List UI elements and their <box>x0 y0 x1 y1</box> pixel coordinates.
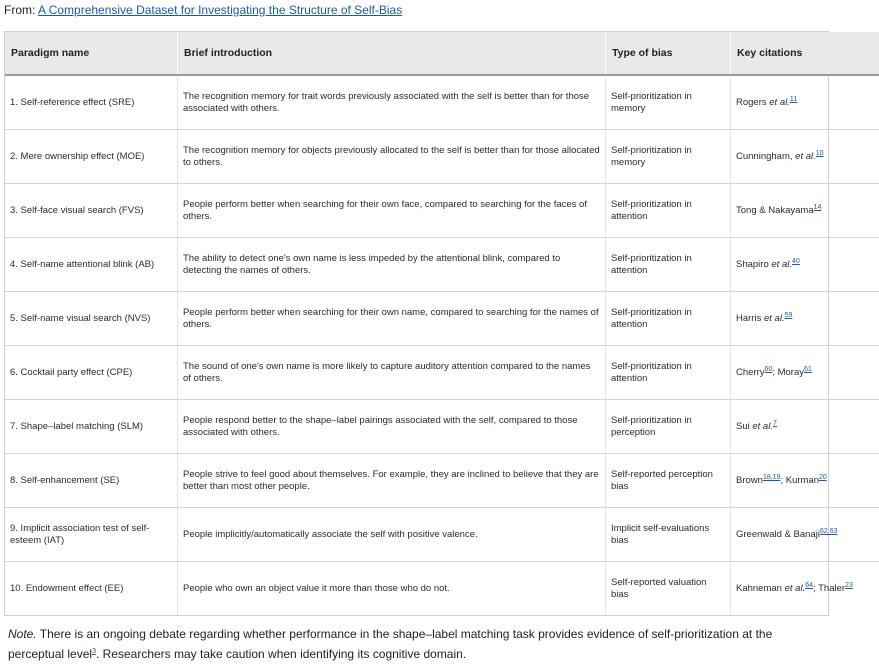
paradigm-name-cell: 8. Self-enhancement (SE) <box>5 454 178 508</box>
note-text-2: . Researchers may take caution when identifying its cognitive domain. <box>95 647 467 661</box>
citation-ref-wrapper <box>816 150 824 157</box>
citation-cell <box>731 508 879 562</box>
citation-ref-wrapper <box>790 96 797 103</box>
citation-cell <box>731 75 879 130</box>
header-key-citations: Key citations <box>731 32 879 75</box>
citation-reference-link[interactable]: 64 <box>805 581 813 589</box>
note-reference-link[interactable]: 3 <box>92 648 96 655</box>
citation-ref-wrapper <box>792 258 800 265</box>
citation-reference-link[interactable]: 20 <box>819 473 827 481</box>
header-paradigm-name: Paradigm name <box>5 32 178 75</box>
table-header-row <box>5 32 879 75</box>
bias-type-cell: Self-prioritization in attention <box>606 292 731 346</box>
citation-ref-wrapper <box>785 312 793 319</box>
citation-reference-link[interactable]: 59 <box>784 311 793 319</box>
citation-reference-link[interactable]: 40 <box>792 257 800 265</box>
citation-author-text: et al. <box>771 258 792 270</box>
citation-cell <box>731 292 879 346</box>
citation-reference-link[interactable]: 62,63 <box>819 527 838 535</box>
bias-type-cell: Self-prioritization in attention <box>606 184 731 238</box>
source-article-link[interactable]: A Comprehensive Dataset for Investigating the Structure of Self-Bias <box>38 3 403 17</box>
citation-reference-link[interactable]: 10 <box>815 149 824 157</box>
citation-cell <box>731 130 879 184</box>
introduction-cell: People who own an object value it more than those who do not. <box>178 562 606 616</box>
citation-author-text: et al. <box>784 582 806 594</box>
citation-author-text: Cunningham, <box>736 150 796 162</box>
bias-type-cell: Self-prioritization in attention <box>606 238 731 292</box>
citation-author-text: Tong & Nakayama <box>736 204 814 216</box>
paradigm-name-cell: 10. Endowment effect (EE) <box>5 562 178 616</box>
citation-ref-wrapper <box>763 474 781 481</box>
header-brief-introduction: Brief introduction <box>178 32 606 75</box>
citation-ref-wrapper <box>819 474 827 481</box>
citation-author-text: et al. <box>769 96 790 108</box>
paradigm-name-cell: 2. Mere ownership effect (MOE) <box>5 130 178 184</box>
introduction-cell: People strive to feel good about themselves. For example, they are inclined to believe that they are better than most other people. <box>178 454 606 508</box>
citation-ref-wrapper <box>773 420 777 427</box>
citation-cell <box>731 562 879 616</box>
table-row <box>5 292 879 346</box>
paradigm-name-cell: 1. Self-reference effect (SRE) <box>5 75 178 130</box>
introduction-cell: People perform better when searching for their own name, compared to searching for the names of others. <box>178 292 606 346</box>
citation-ref-wrapper <box>805 582 813 589</box>
source-prefix: From: <box>4 3 39 17</box>
citation-cell <box>731 184 879 238</box>
paradigm-name-cell: 4. Self-name attentional blink (AB) <box>5 238 178 292</box>
paradigm-name-cell: 6. Cocktail party effect (CPE) <box>5 346 178 400</box>
citation-cell <box>731 346 879 400</box>
table-row <box>5 238 879 292</box>
citation-author-text: ; Kurman <box>780 474 820 486</box>
citation-reference-link[interactable]: 60 <box>764 365 773 373</box>
header-type-of-bias: Type of bias <box>606 32 731 75</box>
paradigm-table <box>4 31 853 616</box>
bias-type-cell: Self-reported perception bias <box>606 454 731 508</box>
paradigm-name-cell: 9. Implicit association test of self-esteem (IAT) <box>5 508 178 562</box>
citation-author-text: et al. <box>752 420 773 432</box>
citation-author-text: ; Thaler <box>813 582 846 594</box>
introduction-cell: People perform better when searching for their own face, compared to searching for the faces of others. <box>178 184 606 238</box>
citation-author-text: Greenwald & Banaji <box>736 528 820 540</box>
citation-reference-link[interactable]: 61 <box>804 365 812 373</box>
note-text-1: There is an ongoing debate regarding whether performance in the shape–label matching task provides evidence of self-prioritization at the perceptual level <box>8 627 773 661</box>
introduction-cell: People respond better to the shape–label pairings associated with the self, compared to those associated with others. <box>178 400 606 454</box>
paradigm-name-cell: 3. Self-face visual search (FVS) <box>5 184 178 238</box>
table-row <box>5 184 879 238</box>
citation-reference-link[interactable]: 11 <box>789 95 798 103</box>
source-line <box>4 3 402 17</box>
citation-cell <box>731 238 879 292</box>
introduction-cell: People implicitly/automatically associate the self with positive valence. <box>178 508 606 562</box>
table-row <box>5 508 879 562</box>
bias-type-cell: Self-prioritization in attention <box>606 346 731 400</box>
table-row <box>5 454 879 508</box>
citation-ref-wrapper <box>845 582 853 589</box>
paradigm-name-cell: 7. Shape–label matching (SLM) <box>5 400 178 454</box>
citation-author-text: Shapiro <box>736 258 772 270</box>
table-row <box>5 562 879 616</box>
citation-author-text: ; Moray <box>772 366 804 378</box>
table-row <box>5 75 879 130</box>
table-row <box>5 400 879 454</box>
introduction-cell: The recognition memory for objects previously allocated to the self is better than for those allocated to others. <box>178 130 606 184</box>
citation-author-text: et al. <box>795 150 816 162</box>
bias-type-cell: Self-prioritization in perception <box>606 400 731 454</box>
citation-ref-wrapper <box>814 204 822 211</box>
note-label: Note. <box>8 627 37 641</box>
bias-type-cell: Implicit self-evaluations bias <box>606 508 731 562</box>
citation-author-text: Sui <box>736 420 753 432</box>
introduction-cell: The sound of one's own name is more likely to capture auditory attention compared to the names of others. <box>178 346 606 400</box>
citation-reference-link[interactable]: 18,19 <box>762 473 781 481</box>
table-row <box>5 130 879 184</box>
table-body <box>5 75 879 615</box>
citation-author-text: Brown <box>736 474 763 486</box>
citation-cell <box>731 400 879 454</box>
citation-reference-link[interactable]: 14 <box>813 203 822 211</box>
citation-author-text: et al. <box>763 312 785 324</box>
bias-type-cell: Self-prioritization in memory <box>606 75 731 130</box>
citation-ref-wrapper <box>804 366 812 373</box>
bias-type-cell: Self-reported valuation bias <box>606 562 731 616</box>
table-note <box>8 624 823 664</box>
citation-reference-link[interactable]: 7 <box>772 419 777 427</box>
citation-cell <box>731 454 879 508</box>
citation-author-text: Harris <box>736 312 764 324</box>
table-row <box>5 346 879 400</box>
citation-author-text: Rogers <box>736 96 770 108</box>
citation-reference-link[interactable]: 23 <box>845 581 853 589</box>
paradigm-name-cell: 5. Self-name visual search (NVS) <box>5 292 178 346</box>
citation-ref-wrapper <box>820 528 838 535</box>
bias-type-cell: Self-prioritization in memory <box>606 130 731 184</box>
introduction-cell: The recognition memory for trait words previously associated with the self is better than for those associated with others. <box>178 75 606 130</box>
introduction-cell: The ability to detect one's own name is less impeded by the attentional blink, compared to detecting the names of others. <box>178 238 606 292</box>
citation-author-text: Cherry <box>736 366 765 378</box>
citation-author-text: Kahneman <box>736 582 785 594</box>
